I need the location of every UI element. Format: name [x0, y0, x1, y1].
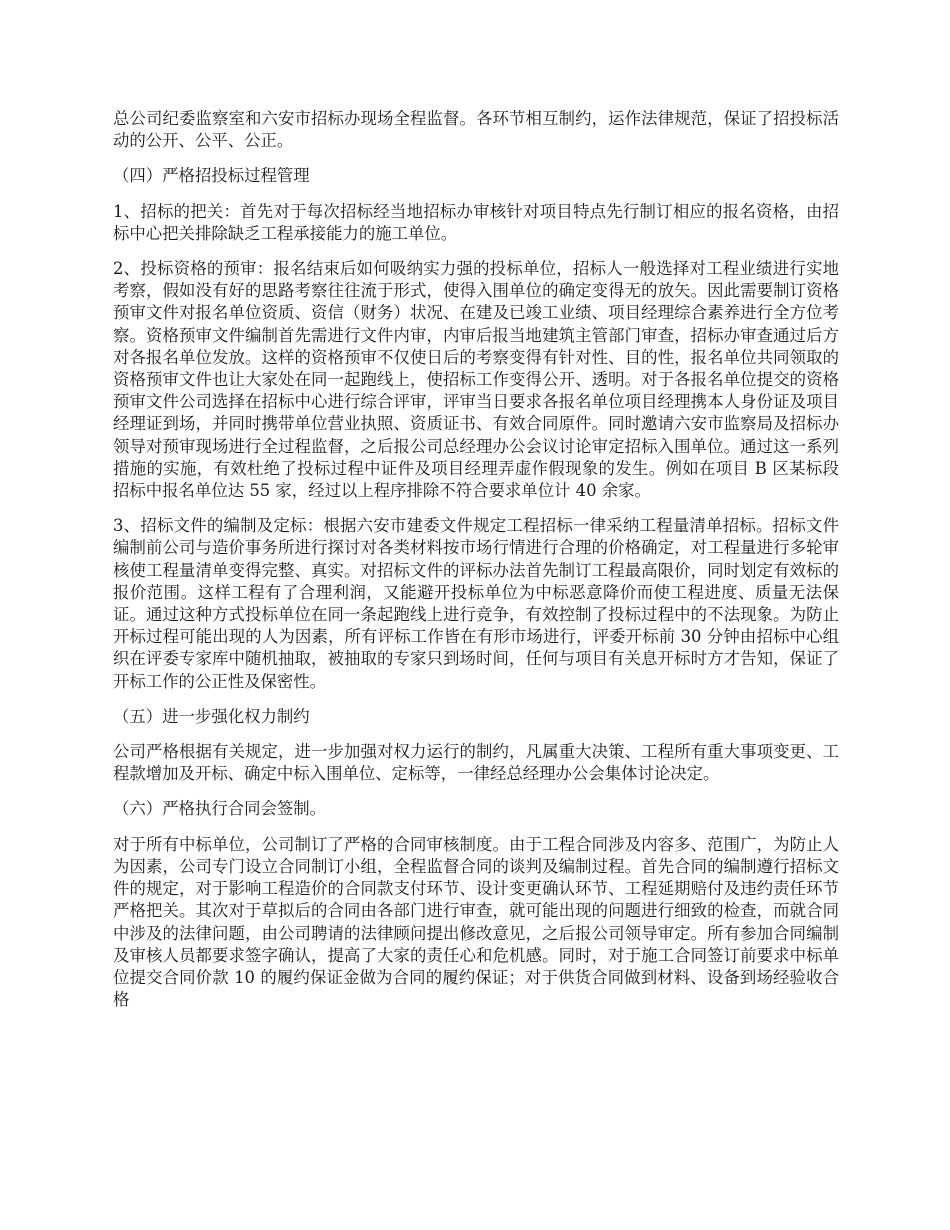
paragraph-power-restraint: 公司严格根据有关规定，进一步加强对权力运行的制约，凡属重大决策、工程所有重大事项变更、工程款增加及开标、确定中标入围单位、定标等，一律经总经理办公会集体讨论决定。	[113, 742, 839, 784]
paragraph-tender-documents: 3、招标文件的编制及定标：根据六安市建委文件规定工程招标一律采纳工程量清单招标。招标文件编制前公司与造价事务所进行探讨对各类材料按市场行情进行合理的价格确定，对工程量进行多轮审核使工程量清单变得完整、真实。对招标文件的评标办法首先制订工程最高限价，同时划定有效标的报价范围。这样工程有了合理利润，又能避开投标单位为中标恶意降价而使工程进度、质量无法保证。通过这种方式投标单位在同一条起跑线上进行竞争，有效控制了投标过程中的不法现象。为防止开标过程可能出现的人为因素，所有评标工作皆在有形市场进行，评委开标前 30 分钟由招标中心组织在评委专家库中随机抽取，被抽取的专家只到场时间，任何与项目有关息开标时方才告知，保证了开标工作的公正性及保密性。	[113, 516, 839, 691]
document-page	[113, 108, 839, 1024]
section-heading-4: （四）严格招投标过程管理	[113, 166, 310, 186]
paragraph-bid-prequalification: 2、投标资格的预审：报名结束后如何吸纳实力强的投标单位，招标人一般选择对工程业绩进行实地考察，假如没有好的思路考察往往流于形式，使得入围单位的确定变得无的放矢。因此需要制订资格预审文件对报名单位资质、资信（财务）状况、在建及已竣工业绩、项目经理综合素养进行全方位考察。资格预审文件编制首先需进行文件内审，内审后报当地建筑主管部门审查，招标办审查通过后方对各报名单位发放。这样的资格预审不仅使日后的考察变得有针对性、目的性，报名单位共同领取的资格预审文件也让大家处在同一起跑线上，使招标工作变得公开、透明。对于各报名单位提交的资格预审文件公司选择在招标中心进行综合评审，评审当日要求各报名单位项目经理携本人身份证及项目经理证到场，并同时携带单位营业执照、资质证书、有效合同原件。同时邀请六安市监察局及招标办领导对预审现场进行全过程监督，之后报公司总经理办公会议讨论审定招标入围单位。通过这一系列措施的实施，有效杜绝了投标过程中证件及项目经理弄虚作假现象的发生。例如在项目 B 区某标段招标中报名单位达 55 家，经过以上程序排除不符合要求单位计 40 余家。	[113, 259, 839, 501]
paragraph-oversight-summary: 总公司纪委监察室和六安市招标办现场全程监督。各环节相互制约，运作法律规范，保证了招投标活动的公开、公平、公正。	[113, 109, 839, 151]
section-heading-5: （五）进一步强化权力制约	[113, 706, 310, 726]
section-heading-6: （六）严格执行合同会签制。	[113, 799, 327, 819]
paragraph-tender-gatekeeping: 1、招标的把关：首先对于每次招标经当地招标办审核针对项目特点先行制订相应的报名资格，由招标中心把关排除缺乏工程承接能力的施工单位。	[113, 201, 839, 243]
paragraph-contract-review: 对于所有中标单位，公司制订了严格的合同审核制度。由于工程合同涉及内容多、范围广，为防止人为因素，公司专门设立合同制订小组，全程监督合同的谈判及编制过程。首先合同的编制遵行招标文件的规定，对于影响工程造价的合同款支付环节、设计变更确认环节、工程延期赔付及违约责任环节严格把关。其次对于草拟后的合同由各部门进行审查，就可能出现的问题进行细致的检查，而就合同中涉及的法律问题，由公司聘请的法律顾问提出修改意见，之后报公司领导审定。所有参加合同编制及审核人员都要求签字确认，提高了大家的责任心和危机感。同时，对于施工合同签订前要求中标单位提交合同价款 10 的履约保证金做为合同的履约保证；对于供货合同做到材料、设备到场经验收合格	[113, 834, 839, 1010]
